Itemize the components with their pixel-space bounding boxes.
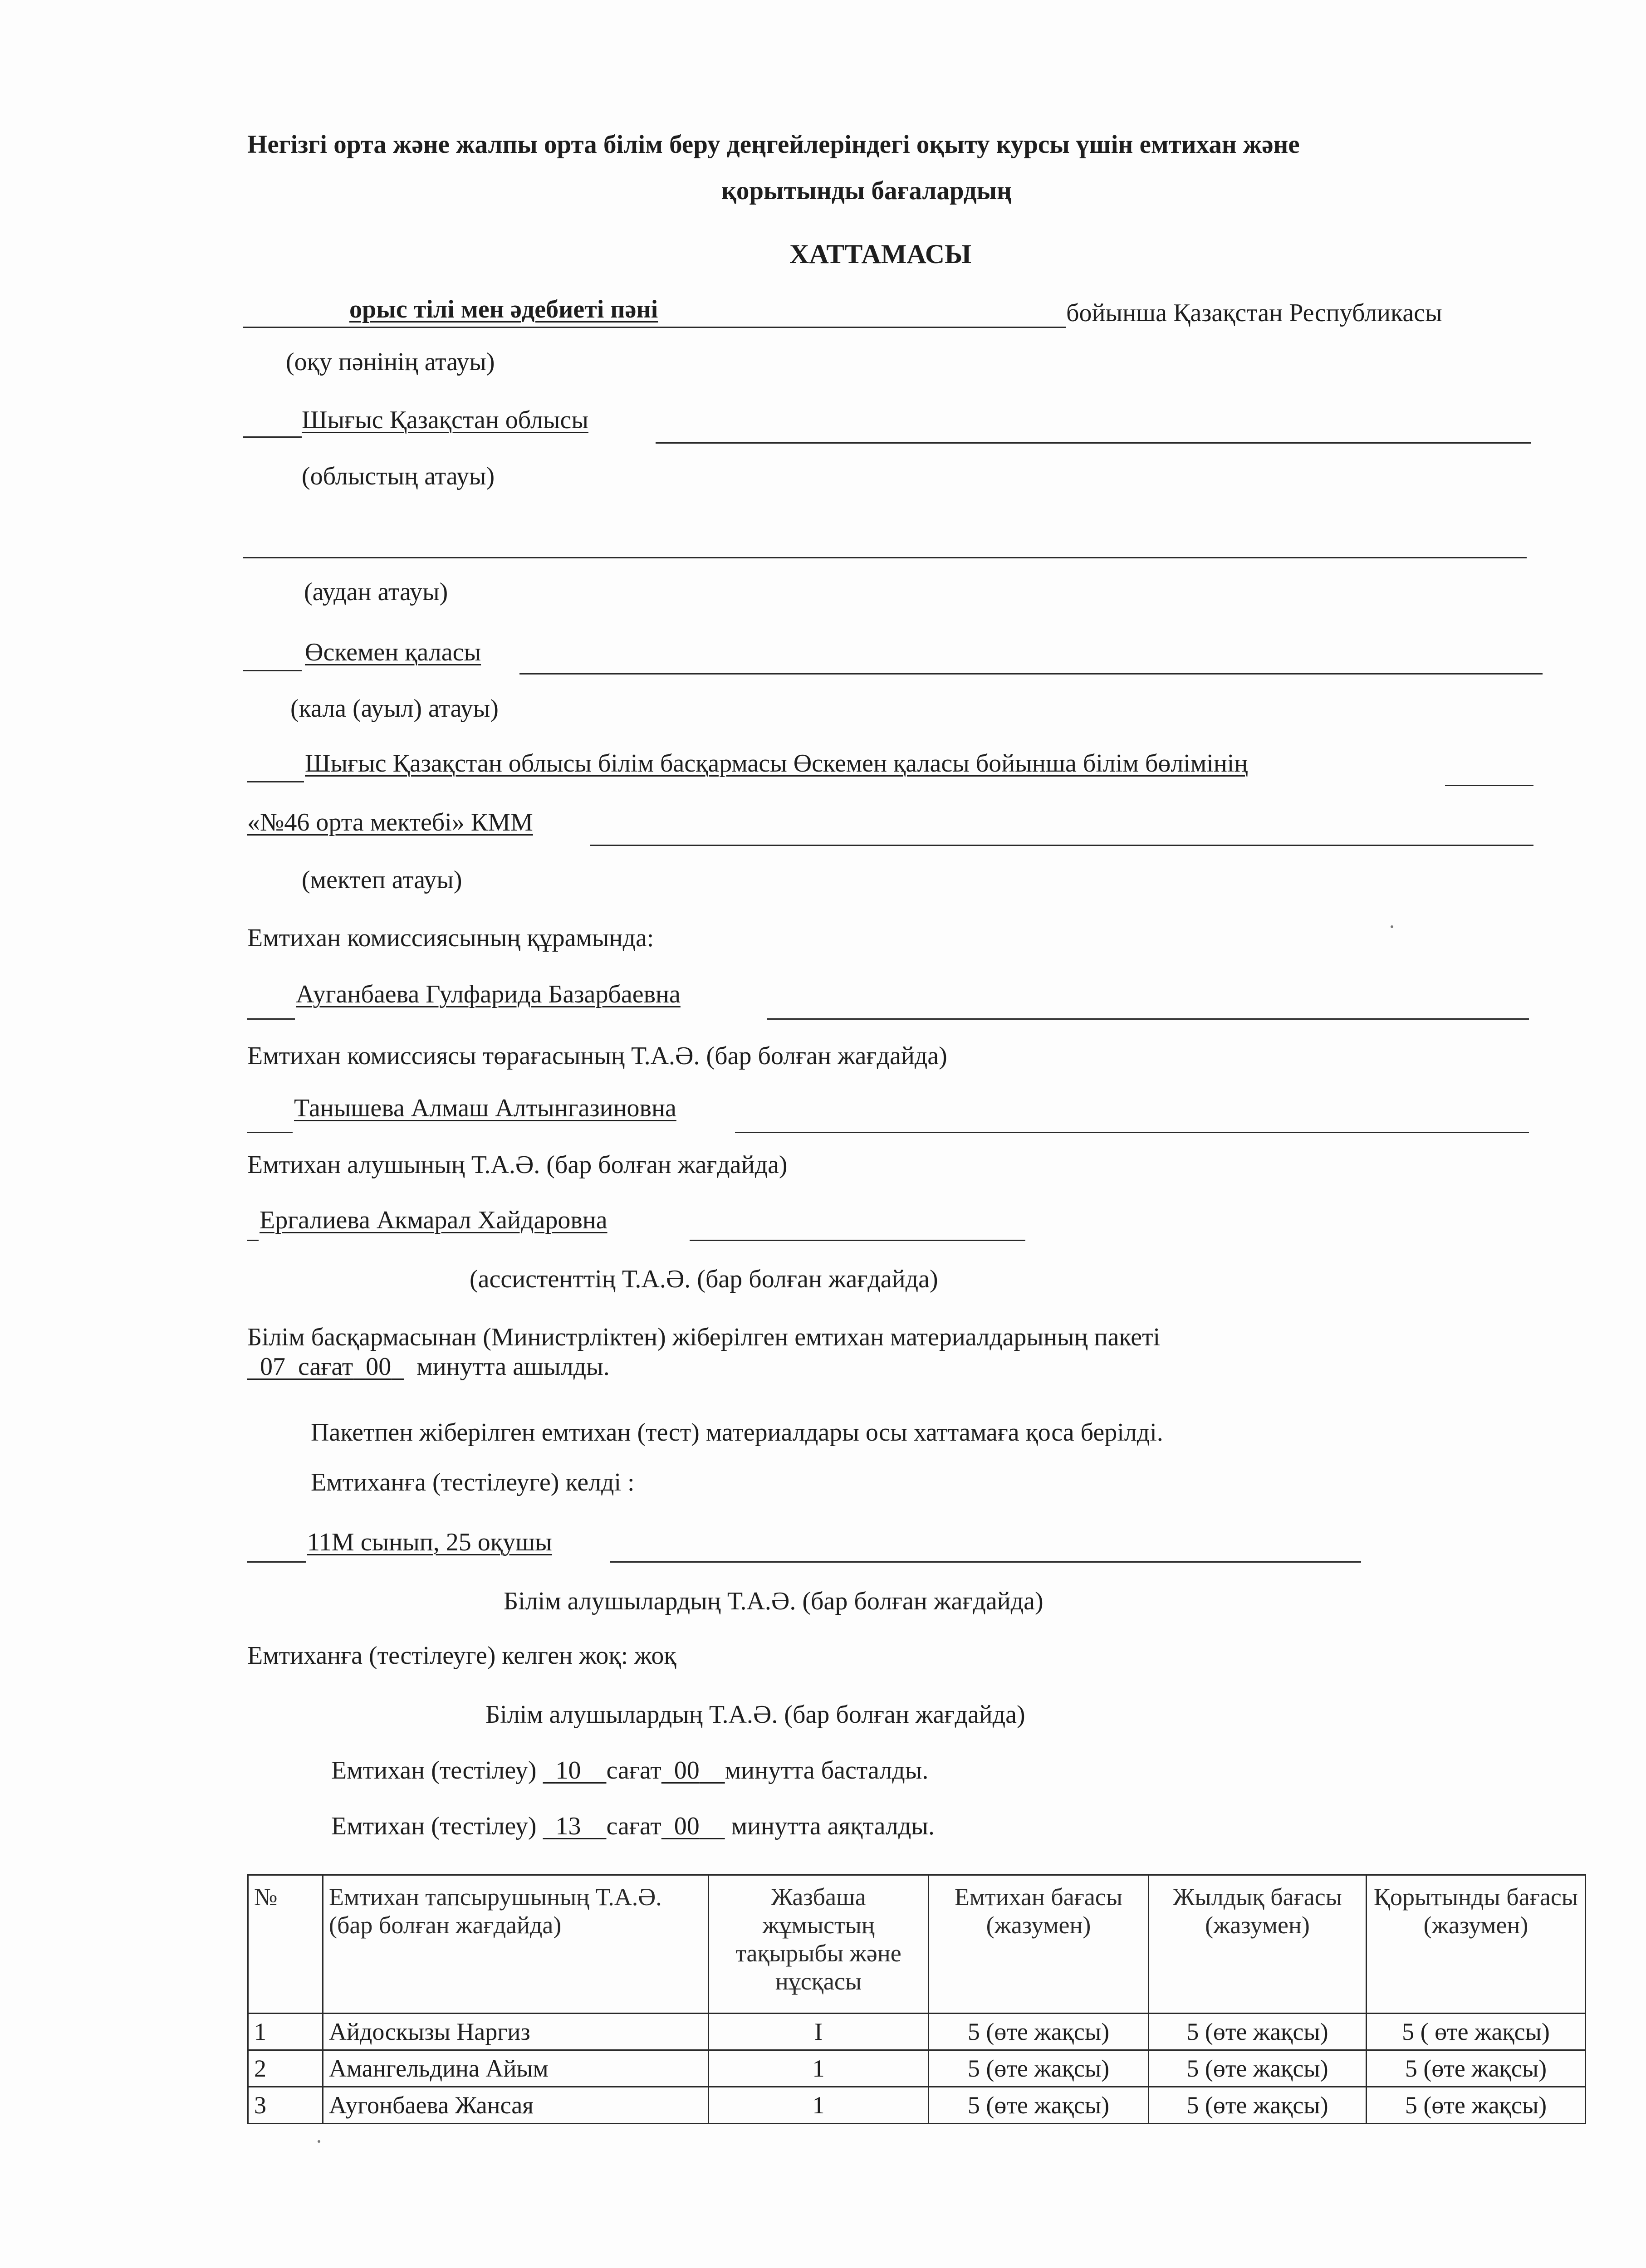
row-number: 3 (248, 2087, 323, 2124)
arrived-underline (610, 1561, 1361, 1563)
package-open-time (247, 1354, 610, 1379)
row-exam-grade: 5 (өте жақсы) (929, 2014, 1149, 2050)
table-header-row (248, 1875, 1586, 2014)
document-title-line1: Негізгі орта және жалпы орта білім беру деңгейлеріндегі оқыту курсы үшін емтихан және (247, 130, 1300, 159)
arrived-value: 11М сынып, 25 оқушы (307, 1528, 552, 1556)
exam-start-hour: 10 (555, 1756, 581, 1784)
results-table (247, 1874, 1586, 2124)
arrived-caption: Білім алушылардың Т.А.Ә. (бар болған жағдайда) (504, 1587, 1043, 1615)
commission-member: Ауганбаева Гулфарида Базарбаевна (296, 980, 681, 1008)
assistant-underline (690, 1240, 1025, 1241)
district-underline (243, 557, 1527, 558)
exam-start-suffix: минутта басталды. (725, 1756, 929, 1784)
exam-end-minute: 00 (674, 1812, 700, 1840)
header-annual-grade: Жылдық бағасы (жазумен) (1149, 1875, 1367, 2014)
row-exam-grade: 5 (өте жақсы) (929, 2050, 1149, 2087)
row-annual-grade: 5 (өте жақсы) (1149, 2014, 1367, 2050)
absent-label: Емтиханға (тестілеуге) келген жоқ: жоқ (247, 1642, 676, 1670)
exam-start-prefix: Емтихан (тестілеу) (331, 1756, 537, 1784)
exam-end-hour: 13 (555, 1812, 581, 1840)
city-underline (519, 673, 1543, 675)
commission-chair-underline (735, 1132, 1529, 1133)
school-line2: «№46 орта мектебі» КММ (247, 808, 533, 836)
header-exam-grade: Емтихан бағасы (жазумен) (929, 1875, 1149, 2014)
assistant-name: Ергалиева Акмарал Хайдаровна (260, 1206, 607, 1234)
arrived-label: Емтиханға (тестілеуге) келді : (311, 1468, 635, 1496)
city-value: Өскемен қаласы (305, 638, 481, 666)
row-variant: 1 (709, 2087, 929, 2124)
row-final-grade: 5 (өте жақсы) (1367, 2050, 1586, 2087)
subject-value: орыс тілі мен әдебиеті пәні (349, 295, 658, 323)
header-variant: Жазбаша жұмыстың тақырыбы және нұсқасы (709, 1875, 929, 2014)
protocol-title: ХАТТАМАСЫ (789, 239, 971, 269)
row-name: Амангельдина Айым (323, 2050, 709, 2087)
assistant-caption: (ассистенттің Т.А.Ә. (бар болған жағдайда) (470, 1265, 938, 1293)
header-name: Емтихан тапсырушының Т.А.Ә. (бар болған жағдайда) (323, 1875, 709, 2014)
region-value: Шығыс Қазақстан облысы (302, 406, 588, 434)
exam-end-prefix: Емтихан (тестілеу) (331, 1812, 537, 1840)
subject-suffix: бойынша Қазақстан Республикасы (1066, 299, 1442, 327)
package-attached: Пакетпен жіберілген емтихан (тест) материалдары осы хаттамаға қоса берілді. (311, 1418, 1163, 1447)
exam-end-line (331, 1813, 935, 1839)
commission-member-underline (767, 1018, 1529, 1020)
school-caption: (мектеп атауы) (302, 866, 462, 894)
school-underline (590, 845, 1533, 846)
commission-label: Емтихан комиссиясының құрамында: (247, 924, 654, 952)
row-name: Айдоскызы Наргиз (323, 2014, 709, 2050)
exam-start-hour-word: сағат (606, 1756, 661, 1784)
exam-end-suffix: минутта аяқталды. (731, 1812, 935, 1840)
document-title-line2: қорытынды бағалардың (721, 176, 1012, 205)
commission-chair-label: Емтихан комиссиясы төрағасының Т.А.Ә. (бар болған жағдайда) (247, 1042, 947, 1070)
region-underline (656, 442, 1531, 444)
row-number: 2 (248, 2050, 323, 2087)
absent-caption: Білім алушылардың Т.А.Ә. (бар болған жағдайда) (485, 1701, 1025, 1729)
district-caption: (аудан атауы) (304, 578, 448, 606)
row-final-grade: 5 ( өте жақсы) (1367, 2014, 1586, 2050)
scan-speck (318, 2140, 320, 2143)
package-opened-suffix: минутта ашылды. (416, 1353, 610, 1381)
package-minute: 00 (366, 1353, 392, 1381)
header-number: № (248, 1875, 323, 2014)
exam-end-hour-word: сағат (606, 1812, 661, 1840)
city-caption: (кала (ауыл) атауы) (290, 694, 499, 723)
scan-speck (1391, 925, 1393, 928)
row-exam-grade: 5 (өте жақсы) (929, 2087, 1149, 2124)
school-line1: Шығыс Қазақстан облысы білім басқармасы Өскемен қаласы бойынша білім бөлімінің (305, 749, 1248, 777)
table-row (248, 2087, 1586, 2124)
package-hour: 07 (260, 1353, 285, 1381)
examiner-label: Емтихан алушының Т.А.Ә. (бар болған жағдайда) (247, 1151, 788, 1179)
exam-start-line (331, 1758, 928, 1783)
package-line1: Білім басқармасынан (Министрліктен) жіберілген емтихан материалдарының пакеті (247, 1323, 1161, 1351)
row-final-grade: 5 (өте жақсы) (1367, 2087, 1586, 2124)
commission-chair: Танышева Алмаш Алтынгазиновна (294, 1094, 676, 1122)
region-caption: (облыстың атауы) (302, 462, 495, 490)
row-name: Аугонбаева Жансая (323, 2087, 709, 2124)
exam-start-minute: 00 (674, 1756, 700, 1784)
subject-underline (243, 327, 1066, 328)
table-row (248, 2014, 1586, 2050)
row-variant: 1 (709, 2050, 929, 2087)
row-variant: I (709, 2014, 929, 2050)
row-annual-grade: 5 (өте жақсы) (1149, 2087, 1367, 2124)
subject-caption: (оқу пәнінің атауы) (286, 348, 495, 376)
table-row (248, 2050, 1586, 2087)
header-final-grade: Қорытынды бағасы (жазумен) (1367, 1875, 1586, 2014)
row-number: 1 (248, 2014, 323, 2050)
row-annual-grade: 5 (өте жақсы) (1149, 2050, 1367, 2087)
package-hour-word: сағат (298, 1353, 353, 1381)
